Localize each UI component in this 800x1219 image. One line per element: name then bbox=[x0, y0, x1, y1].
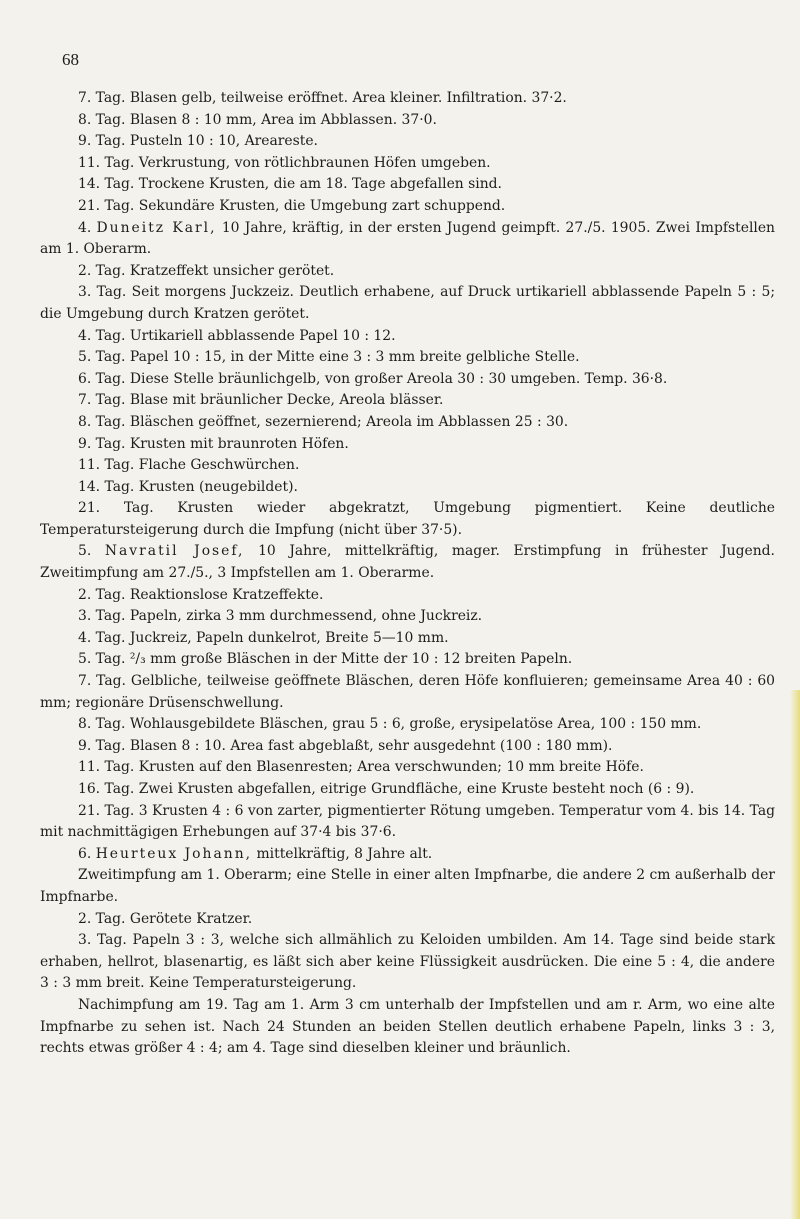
case6-intro: mittelkräftig, 8 Jahre alt. bbox=[256, 845, 433, 862]
case4-header bbox=[40, 218, 775, 261]
case4-entry: 8. Tag. Bläschen geöffnet, sezernierend; Areola im Abblassen 25 : 30. bbox=[78, 413, 569, 430]
case5-entry: 16. Tag. Zwei Krusten abgefallen, eitrige Grundfläche, eine Kruste besteht noch (6 : 9). bbox=[78, 781, 695, 797]
case5-entry: 5. Tag. ²/₃ mm große Bläschen in der Mitte der 10 : 12 breiten Papeln. bbox=[78, 651, 573, 668]
page-edge-tint bbox=[790, 690, 800, 1219]
case5-entry: 8. Tag. Wohlausgebildete Bläschen, grau 5 : 6, große, erysipelatöse Area, 100 : 150 mm. bbox=[78, 716, 702, 733]
case6-intro2: Zweitimpfung am 1. Oberarm; eine Stelle in einer alten Impfnarbe, die andere 2 cm außerhalb der Impfnarbe. bbox=[40, 867, 775, 905]
case5-number: 5. bbox=[78, 543, 92, 560]
case6-entry: 3. Tag. Papeln 3 : 3, welche sich allmählich zu Keloiden umbilden. Am 14. Tage sind beide stark erhaben, hellrot, blasenartig, es läßt sich aber keine Flüssigkeit ausdrücken. Die eine 5 : 4, die andere 3 : 3 mm breit. Keine Temperatursteigerung. bbox=[40, 932, 775, 992]
case3-entry: 8. Tag. Blasen 8 : 10 mm, Area im Abblassen. 37·0. bbox=[78, 111, 437, 128]
case6-name: Heurteux Johann, bbox=[95, 845, 253, 862]
case4-entry: 6. Tag. Diese Stelle bräunlichgelb, von großer Areola 30 : 30 umgeben. Temp. 36·8. bbox=[78, 370, 668, 387]
case3-entry: 11. Tag. Verkrustung, von rötlichbraunen Höfen umgeben. bbox=[78, 154, 491, 171]
case5-header bbox=[40, 541, 775, 584]
case5-name: Navratil Josef, bbox=[104, 543, 245, 560]
case6-number: 6. bbox=[78, 845, 92, 862]
case4-entry: 14. Tag. Krusten (neugebildet). bbox=[78, 478, 298, 495]
case3-entry: 14. Tag. Trockene Krusten, die am 18. Tage abgefallen sind. bbox=[78, 176, 502, 193]
page-text bbox=[40, 88, 775, 1060]
page-number: 68 bbox=[62, 50, 79, 69]
case5-entry: 21. Tag. 3 Krusten 4 : 6 von zarter, pigmentierter Rötung umgeben. Temperatur vom 4. bis 14. Tag mit nachmittägigen Erhebungen auf 37·4 bis 37·6. bbox=[40, 802, 775, 841]
case4-entry: 11. Tag. Flache Geschwürchen. bbox=[78, 457, 300, 474]
case5-entry: 11. Tag. Krusten auf den Blasenresten; Area verschwunden; 10 mm breite Höfe. bbox=[78, 759, 644, 776]
case4-entry: 21. Tag. Krusten wieder abgekratzt, Umgebung pigmentiert. Keine deutliche Temperatursteigerung durch die Impfung (nicht über 37·5). bbox=[40, 500, 775, 538]
case4-entry: 7. Tag. Blase mit bräunlicher Decke, Areola blässer. bbox=[78, 392, 444, 409]
case3-entry: 7. Tag. Blasen gelb, teilweise eröffnet. Area kleiner. Infiltration. 37·2. bbox=[78, 90, 567, 106]
case6-entry: Nachimpfung am 19. Tag am 1. Arm 3 cm unterhalb der Impfstellen und am r. Arm, wo eine alte Impfnarbe zu sehen ist. Nach 24 Stunden an beiden Stellen deutlich erhabene Papeln, links 3 : 3, rechts etwas größer 4 : 4; am 4. Tage sind dieselben kleiner und bräunlich. bbox=[40, 996, 775, 1057]
case4-entry: 4. Tag. Urtikariell abblassende Papel 10 : 12. bbox=[78, 327, 396, 344]
case5-entry: 2. Tag. Reaktionslose Kratzeffekte. bbox=[78, 586, 324, 603]
case4-entry: 5. Tag. Papel 10 : 15, in der Mitte eine 3 : 3 mm breite gelbliche Stelle. bbox=[78, 349, 580, 366]
case6-entry: 2. Tag. Gerötete Kratzer. bbox=[78, 910, 253, 927]
case4-entry: 2. Tag. Kratzeffekt unsicher gerötet. bbox=[78, 262, 335, 279]
case5-entry: 7. Tag. Gelbliche, teilweise geöffnete Bläschen, deren Höfe konfluieren; gemeinsame Area 40 : 60 mm; regionäre Drüsenschwellung. bbox=[40, 673, 775, 711]
case4-entry: 9. Tag. Krusten mit braunroten Höfen. bbox=[78, 435, 349, 452]
case4-number: 4. bbox=[78, 219, 92, 236]
case5-entry: 4. Tag. Juckreiz, Papeln dunkelrot, Breite 5—10 mm. bbox=[78, 629, 449, 646]
case4-entry: 3. Tag. Seit morgens Juckzeiz. Deutlich erhabene, auf Druck urtikariell abblassende Papeln 5 : 5; die Umgebung durch Kratzen gerötet. bbox=[40, 284, 775, 322]
case3-entry: 21. Tag. Sekundäre Krusten, die Umgebung zart schuppend. bbox=[78, 197, 506, 214]
case5-entry: 9. Tag. Blasen 8 : 10. Area fast abgeblaßt, sehr ausgedehnt (100 : 180 mm). bbox=[78, 737, 613, 754]
case6-header bbox=[40, 844, 775, 866]
case5-intro: 10 Jahre, mittelkräftig, mager. Erstimpfung in frühester Jugend. Zweitimpfung am 27./5., 3 Impfstellen am 1. Oberarme. bbox=[40, 543, 775, 582]
case4-name: Duneitz Karl, bbox=[96, 219, 217, 236]
case3-entry: 9. Tag. Pusteln 10 : 10, Areareste. bbox=[78, 133, 318, 150]
case5-entry: 3. Tag. Papeln, zirka 3 mm durchmessend, ohne Juckreiz. bbox=[78, 608, 483, 625]
case4-intro: 10 Jahre, kräftig, in der ersten Jugend geimpft. 27./5. 1905. Zwei Impfstellen am 1. Oberarm. bbox=[40, 219, 775, 258]
